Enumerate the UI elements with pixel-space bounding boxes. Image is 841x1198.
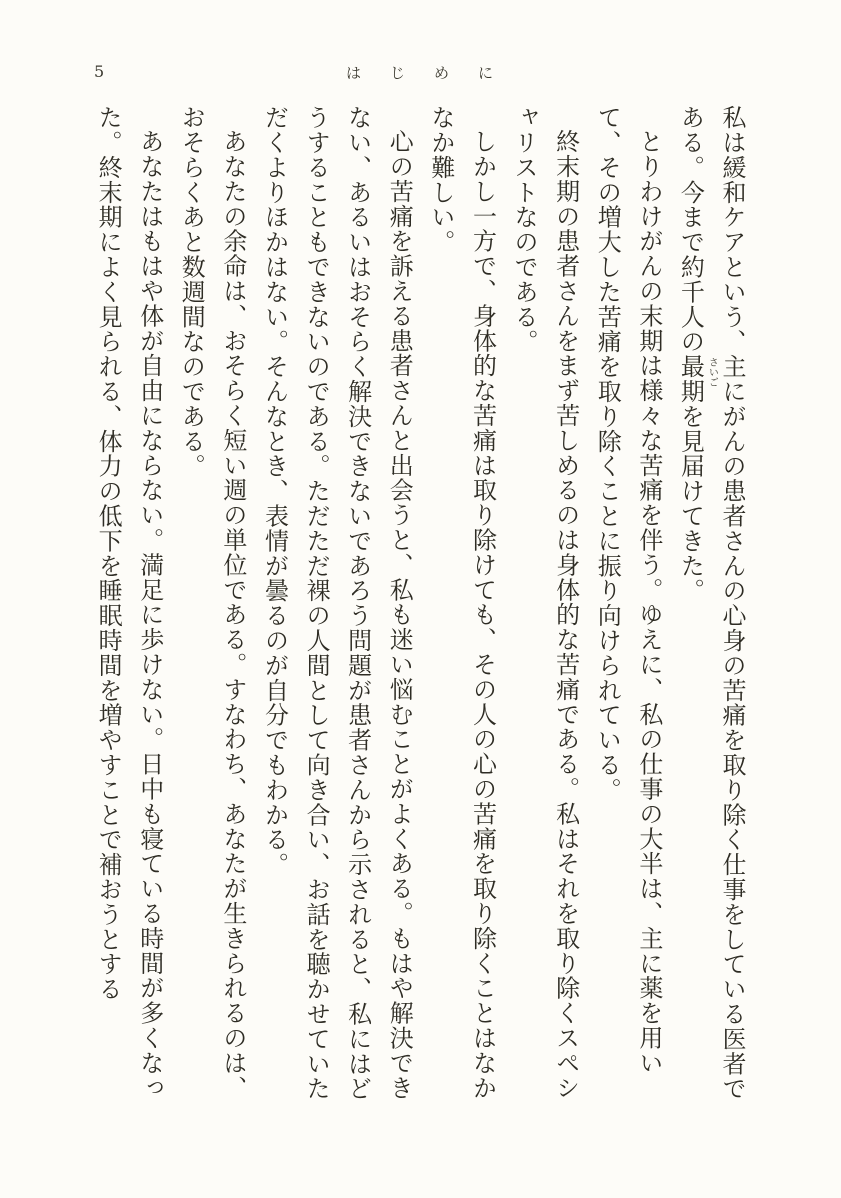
- paragraph-7: あなたはもはや体が自由にならない。満足に歩けない。日中も寝ている時間が多くなった。終末期によく見られる、体力の低下を睡眠時間を増やすことで補おうとする: [94, 105, 164, 1101]
- ruby-word: [676, 354, 718, 404]
- paragraph-6: あなたの余命は、おそらく短い週の単位である。すなわち、あなたが生きられるのは、おそらくあと数週間なのである。: [177, 105, 247, 1101]
- ruby-base: 最期: [676, 354, 705, 404]
- paragraph-2: とりわけがんの末期は様々な苦痛を伴う。ゆえに、私の仕事の大半は、主に薬を用いて、その増大した苦痛を取り除くことに振り向けられている。: [593, 105, 663, 1076]
- paragraph-3: 終末期の患者さんをまず苦しめるのは身体的な苦痛である。私はそれを取り除くスペシャリストなのである。: [510, 105, 580, 1101]
- paragraph-4: しかし一方で、身体的な苦痛は取り除けても、その人の心の苦痛を取り除くことはなかなか難しい。: [426, 105, 497, 1101]
- paragraph-1: [669, 105, 752, 1110]
- running-head: はじめに: [346, 64, 523, 82]
- body-text: [92, 105, 752, 1110]
- paragraph-1-text: 私は緩和ケアという、主にがんの患者さんの心身の苦痛を取り除く仕事をしている医者である。今まで約千人の: [676, 105, 746, 1101]
- ruby-reading: さいご: [706, 357, 718, 387]
- paragraph-5: 心の苦痛を訴える患者さんと出会うと、私も迷い悩むことがよくある。もはや解決できない、あるいはおそらく解決できないであろう問題が患者さんから示されると、私にはどうすることもできないのである。ただただ裸の人間として向き合い、お話を聴かせていただくよりほかはない。そんなとき、表情が曇るのが自分でもわかる。: [260, 105, 414, 1101]
- page-number: 5: [94, 62, 105, 81]
- paragraph-1-text-after: を見届けてきた。: [676, 403, 705, 604]
